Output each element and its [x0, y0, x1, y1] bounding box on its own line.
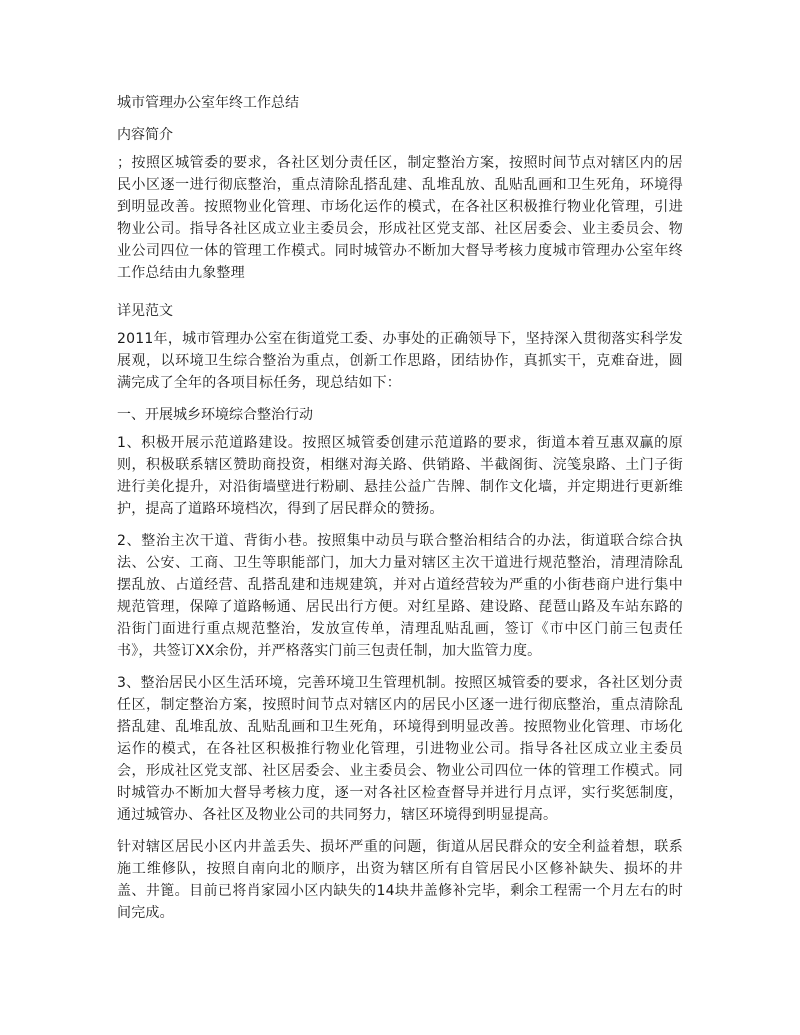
document-title: 城市管理办公室年终工作总结	[117, 95, 299, 111]
section-heading: 一、开展城乡环境综合整治行动	[117, 407, 313, 423]
item-4-paragraph: 针对辖区居民小区内井盖丢失、损坏严重的问题，街道从居民群众的安全利益着想，联系施工维修队，按照自南向北的顺序，出资为辖区所有自管居民小区修补缺失、损坏的井盖、井篦。目前已将肖家园小区内缺失的14块井盖修补完毕，剩余工程需一个月左右的时间完成。	[117, 839, 683, 921]
intro-heading: 内容简介	[117, 127, 173, 143]
item-1-paragraph: 1、积极开展示范道路建设。按照区城管委创建示范道路的要求，街道本着互惠双赢的原则，积极联系辖区赞助商投资，相继对海关路、供销路、半截阁街、浣笺泉路、土门子街进行美化提升，对沿街墙壁进行粉刷、悬挂公益广告牌、制作文化墙，并定期进行更新维护，提高了道路环境档次，得到了居民群众的赞扬。	[117, 435, 683, 517]
item-2-paragraph: 2、整治主次干道、背街小巷。按照集中动员与联合整治相结合的办法，街道联合综合执法、公安、工商、卫生等职能部门，加大力量对辖区主次干道进行规范整治，清理清除乱摆乱放、占道经营、乱搭乱建和违规建筑，并对占道经营较为严重的小街巷商户进行集中规范管理，保障了道路畅通、居民出行方便。对红星路、建设路、琵琶山路及车站东路的沿街门面进行重点规范整治，发放宣传单，清理乱贴乱画，签订《市中区门前三包责任书》，共签订XX余份，并严格落实门前三包责任制，加大监管力度。	[117, 533, 683, 659]
detail-heading: 详见范文	[117, 303, 173, 319]
item-3-paragraph: 3、整治居民小区生活环境，完善环境卫生管理机制。按照区城管委的要求，各社区划分责任区，制定整治方案，按照时间节点对辖区内的居民小区逐一进行彻底整治，重点清除乱搭乱建、乱堆乱放、乱贴乱画和卫生死角，环境得到明显改善。按照物业化管理、市场化运作的模式，在各社区积极推行物业化管理，引进物业公司。指导各社区成立业主委员会，形成社区党支部、社区居委会、业主委员会、物业公司四位一体的管理工作模式。同时城管办不断加大督导考核力度，逐一对各社区检查督导并进行月点评，实行奖惩制度，通过城管办、各社区及物业公司的共同努力，辖区环境得到明显提高。	[117, 675, 683, 823]
intro-paragraph: ；按照区城管委的要求，各社区划分责任区，制定整治方案，按照时间节点对辖区内的居民小区逐一进行彻底整治，重点清除乱搭乱建、乱堆乱放、乱贴乱画和卫生死角，环境得到明显改善。按照物业化管理、市场化运作的模式，在各社区积极推行物业化管理，引进物业公司。指导各社区成立业主委员会，形成社区党支部、社区居委会、业主委员会、物业公司四位一体的管理工作模式。同时城管办不断加大督导考核力度城市管理办公室年终工作总结由九象整理	[117, 155, 683, 281]
document-page	[117, 90, 683, 934]
opening-paragraph: 2011年，城市管理办公室在街道党工委、办事处的正确领导下，坚持深入贯彻落实科学发展观，以环境卫生综合整治为重点，创新工作思路，团结协作，真抓实干，克难奋进，圆满完成了全年的各项目标任务，现总结如下：	[117, 331, 683, 391]
